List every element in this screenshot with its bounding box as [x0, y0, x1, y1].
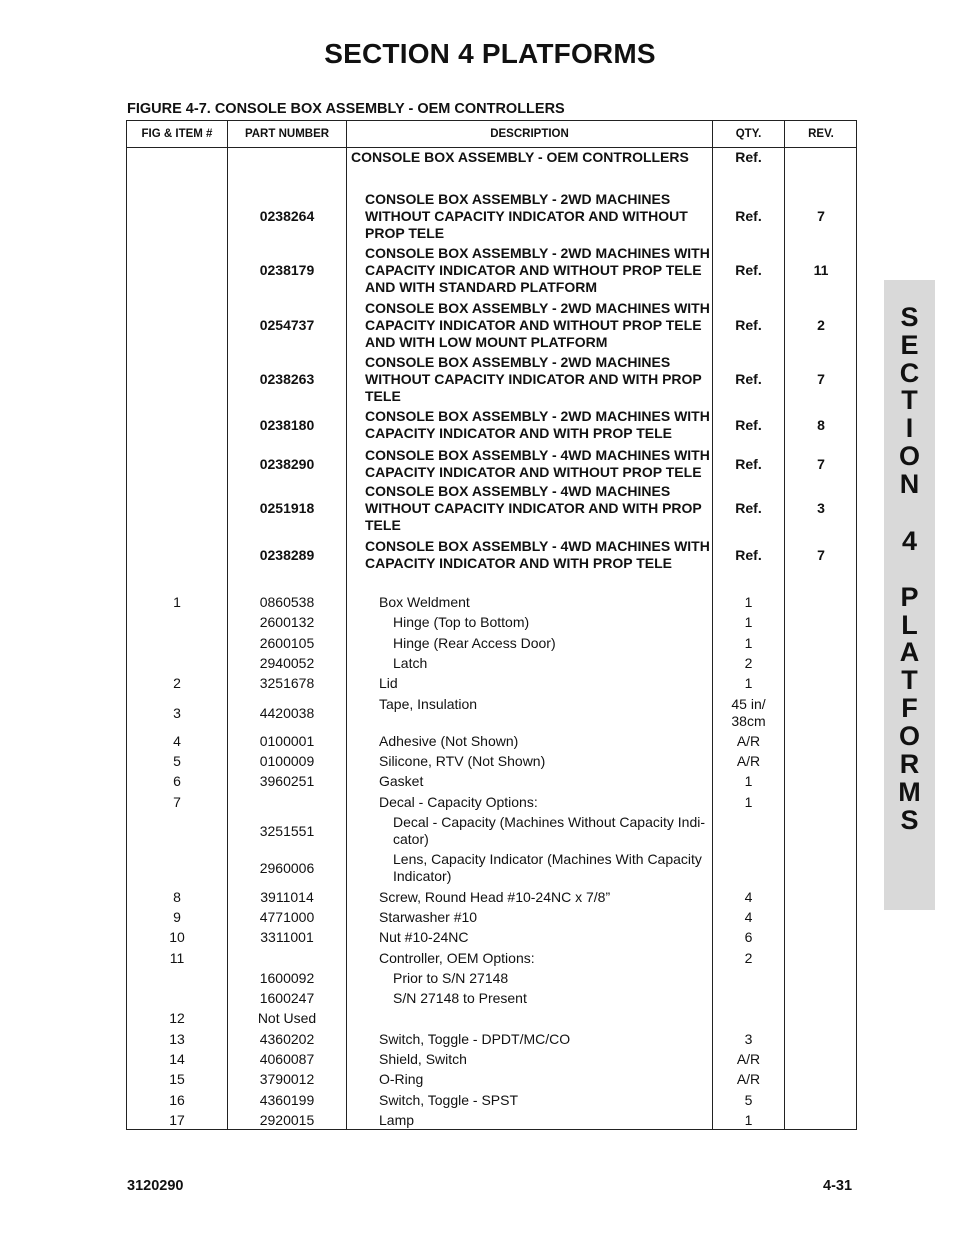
- description-line: Decal - Capacity Options:: [379, 794, 538, 810]
- page-number: 4-31: [823, 1178, 853, 1194]
- qty-line: 45 in/: [731, 696, 766, 712]
- fig-item-cell: 16: [169, 1092, 185, 1108]
- part-number-cell: 3790012: [259, 1071, 315, 1087]
- qty-line: 1: [744, 635, 753, 651]
- qty-line: Ref.: [735, 208, 762, 224]
- side-tab-letter: E: [900, 330, 919, 360]
- fig-item-cell: 11: [169, 950, 185, 966]
- part-number-cell: 0238290: [259, 455, 315, 472]
- side-tab-letter: L: [901, 610, 918, 640]
- description-line: Lens, Capacity Indicator (Machines With Capacity: [393, 851, 702, 867]
- description-line: WITHOUT CAPACITY INDICATOR AND WITH PROP: [365, 500, 702, 516]
- description-line: O-Ring: [379, 1071, 424, 1087]
- qty-line: Ref.: [735, 416, 762, 433]
- description-cell: [365, 538, 725, 572]
- document-number: 3120290: [127, 1178, 184, 1194]
- description-line: Switch, Toggle - DPDT/MC/CO: [379, 1031, 571, 1047]
- part-number-cell: 0238263: [259, 371, 315, 387]
- description-cell: [379, 929, 739, 946]
- description-line: CONSOLE BOX ASSEMBLY - OEM CONTROLLERS: [351, 149, 689, 165]
- description-cell: [365, 483, 725, 534]
- fig-item-cell: 14: [169, 1051, 185, 1067]
- rev-cell: 3: [817, 500, 825, 516]
- description-line: Hinge (Top to Bottom): [393, 614, 530, 630]
- part-number-cell: 2600105: [259, 635, 315, 651]
- qty-line: 1: [744, 675, 753, 691]
- side-tab-letter: T: [901, 385, 918, 415]
- qty-line: 6: [744, 929, 753, 945]
- description-line: Adhesive (Not Shown): [379, 733, 519, 749]
- description-cell: [379, 594, 739, 611]
- section-side-tab: [884, 280, 935, 910]
- fig-item-cell: 7: [173, 794, 181, 810]
- description-cell: [365, 354, 725, 405]
- qty-cell: [713, 1031, 784, 1048]
- description-line: CAPACITY INDICATOR AND WITHOUT PROP TELE: [365, 464, 702, 480]
- description-line: PROP TELE: [365, 225, 445, 241]
- description-line: WITHOUT CAPACITY INDICATOR AND WITH PROP: [365, 371, 702, 387]
- description-cell: [393, 851, 753, 885]
- description-cell: [379, 675, 739, 692]
- description-cell: [393, 970, 753, 987]
- description-line: CONSOLE BOX ASSEMBLY - 2WD MACHINES WITH: [365, 245, 710, 261]
- part-number-cell: 3960251: [259, 773, 315, 789]
- description-line: S/N 27148 to Present: [393, 990, 527, 1006]
- side-tab-letter: F: [901, 693, 918, 723]
- qty-cell: [713, 1071, 784, 1088]
- description-cell: [379, 1071, 739, 1088]
- qty-cell: [713, 1051, 784, 1068]
- side-tab-letter: C: [899, 358, 920, 388]
- qty-line: Ref.: [735, 149, 762, 165]
- qty-line: 3: [744, 1031, 753, 1047]
- qty-cell: [713, 371, 784, 388]
- part-number-cell: 4360199: [259, 1092, 315, 1108]
- description-cell: [365, 300, 725, 351]
- figure-title: FIGURE 4-7. CONSOLE BOX ASSEMBLY - OEM CONTROLLERS: [127, 101, 565, 117]
- part-number-cell: 0238264: [259, 208, 315, 224]
- header-description: DESCRIPTION: [490, 128, 569, 140]
- part-number-cell: 4060087: [259, 1051, 315, 1067]
- qty-line: A/R: [736, 753, 761, 769]
- description-cell: [393, 635, 753, 652]
- qty-cell: [713, 753, 784, 770]
- qty-cell: [713, 950, 784, 967]
- table-body: [127, 121, 856, 1129]
- part-number-cell: 1600092: [259, 970, 315, 986]
- description-cell: [379, 1051, 739, 1068]
- qty-cell: [713, 929, 784, 946]
- description-line: Switch, Toggle - SPST: [379, 1092, 519, 1108]
- qty-cell: [713, 635, 784, 652]
- description-cell: [365, 191, 725, 242]
- qty-line: 2: [744, 655, 753, 671]
- rev-cell: 11: [813, 262, 829, 278]
- description-cell: [393, 814, 753, 848]
- description-line: CAPACITY INDICATOR AND WITH PROP TELE: [365, 425, 672, 441]
- fig-item-cell: 4: [173, 733, 181, 749]
- qty-cell: [713, 794, 784, 811]
- description-line: Tape, Insulation: [379, 696, 478, 712]
- part-number-cell: 0238180: [259, 416, 315, 433]
- rev-cell: 7: [817, 208, 825, 224]
- qty-line: Ref.: [735, 455, 762, 472]
- side-tab-letter: I: [905, 413, 914, 443]
- description-line: Screw, Round Head #10-24NC x 7/8”: [379, 889, 611, 905]
- part-number-cell: 0254737: [259, 317, 315, 333]
- description-cell: [365, 408, 725, 442]
- part-number-cell: 3311001: [260, 929, 314, 945]
- part-number-cell: 3911014: [260, 889, 314, 905]
- qty-cell: [713, 696, 784, 730]
- description-line: CONSOLE BOX ASSEMBLY - 4WD MACHINES WITH: [365, 538, 710, 554]
- part-number-cell: 0100001: [259, 733, 315, 749]
- rev-cell: 7: [817, 371, 825, 387]
- part-number-cell: 0238179: [259, 262, 315, 278]
- qty-line: Ref.: [735, 500, 762, 516]
- qty-line: 1: [744, 794, 753, 810]
- description-line: AND WITH LOW MOUNT PLATFORM: [365, 334, 608, 350]
- description-line: Lid: [379, 675, 398, 691]
- fig-item-cell: 5: [173, 753, 181, 769]
- rev-cell: 7: [817, 455, 825, 472]
- fig-item-cell: 10: [169, 929, 185, 945]
- side-tab-letter: P: [900, 582, 919, 612]
- qty-cell: [713, 1092, 784, 1109]
- description-cell: [365, 447, 725, 481]
- rev-cell: 8: [817, 416, 825, 433]
- side-tab-letter: T: [901, 665, 918, 695]
- description-cell: [379, 696, 739, 713]
- qty-cell: [713, 733, 784, 750]
- qty-line: 1: [744, 773, 753, 789]
- part-number-cell: 2920015: [259, 1112, 315, 1128]
- qty-cell: [713, 262, 784, 279]
- description-line: Silicone, RTV (Not Shown): [379, 753, 546, 769]
- description-line: Controller, OEM Options:: [379, 950, 535, 966]
- qty-line: Ref.: [735, 262, 762, 278]
- description-line: CONSOLE BOX ASSEMBLY - 2WD MACHINES WITH: [365, 300, 710, 316]
- description-line: Lamp: [379, 1112, 415, 1128]
- qty-line: Ref.: [735, 371, 762, 387]
- description-cell: [393, 655, 753, 672]
- fig-item-cell: 8: [173, 889, 181, 905]
- description-line: Prior to S/N 27148: [393, 970, 509, 986]
- part-number-cell: 0251918: [259, 500, 315, 516]
- fig-item-cell: 17: [169, 1112, 185, 1128]
- description-line: AND WITH STANDARD PLATFORM: [365, 279, 598, 295]
- description-line: CONSOLE BOX ASSEMBLY - 2WD MACHINES: [365, 191, 671, 207]
- rev-cell: 7: [817, 546, 825, 563]
- description-cell: [351, 149, 711, 166]
- qty-cell: [713, 594, 784, 611]
- part-number-cell: Not Used: [257, 1010, 317, 1026]
- section-title: SECTION 4 PLATFORMS: [324, 38, 656, 69]
- qty-cell: [713, 547, 784, 564]
- part-number-cell: 0860538: [259, 594, 315, 610]
- description-line: TELE: [365, 388, 401, 404]
- qty-cell: [713, 1112, 784, 1129]
- qty-cell: [713, 456, 784, 473]
- description-cell: [379, 753, 739, 770]
- side-tab-letter: N: [899, 469, 920, 499]
- fig-item-cell: 9: [173, 909, 181, 925]
- description-cell: [379, 1031, 739, 1048]
- description-cell: [379, 1092, 739, 1109]
- qty-cell: [713, 500, 784, 517]
- description-line: CONSOLE BOX ASSEMBLY - 2WD MACHINES WITH: [365, 408, 710, 424]
- fig-item-cell: 15: [169, 1071, 185, 1087]
- description-line: WITHOUT CAPACITY INDICATOR AND WITHOUT: [365, 208, 688, 224]
- description-cell: [379, 889, 739, 906]
- description-cell: [379, 950, 739, 967]
- qty-line: Ref.: [735, 546, 762, 563]
- qty-cell: [713, 149, 784, 166]
- qty-line: 4: [744, 889, 753, 905]
- description-line: Nut #10-24NC: [379, 929, 469, 945]
- side-tab-letter: S: [900, 302, 919, 332]
- fig-item-cell: 12: [169, 1010, 185, 1026]
- rev-cell: 2: [817, 317, 825, 333]
- fig-item-cell: 6: [173, 773, 181, 789]
- description-line: Box Weldment: [379, 594, 470, 610]
- qty-line: 4: [744, 909, 753, 925]
- header-part-number: PART NUMBER: [244, 128, 330, 140]
- part-number-cell: 3251678: [259, 675, 315, 691]
- fig-item-cell: 3: [173, 704, 181, 721]
- header-fig-item: FIG & ITEM #: [141, 128, 213, 140]
- description-line: Latch: [393, 655, 428, 671]
- side-tab-letter: S: [900, 805, 919, 835]
- header-qty: QTY.: [735, 128, 762, 140]
- qty-line: A/R: [736, 1071, 761, 1087]
- qty-line: A/R: [736, 733, 761, 749]
- description-cell: [379, 794, 739, 811]
- qty-line: 2: [744, 950, 753, 966]
- qty-line: 5: [744, 1092, 753, 1108]
- qty-cell: [713, 417, 784, 434]
- fig-item-cell: 13: [169, 1031, 185, 1047]
- qty-cell: [713, 889, 784, 906]
- fig-item-cell: 2: [173, 675, 181, 691]
- side-tab-letter: M: [898, 777, 921, 807]
- side-tab-letter: O: [898, 721, 920, 751]
- description-line: Hinge (Rear Access Door): [393, 635, 556, 651]
- header-rev: REV.: [808, 128, 834, 140]
- parts-table: [126, 120, 857, 1130]
- side-tab-letter: 4: [901, 526, 918, 556]
- qty-line: 1: [744, 1112, 753, 1128]
- description-cell: [379, 773, 739, 790]
- part-number-cell: 2960006: [259, 859, 315, 876]
- side-tab-letter: R: [899, 749, 920, 779]
- side-tab-letter: A: [899, 637, 920, 667]
- description-line: Gasket: [379, 773, 424, 789]
- qty-cell: [713, 317, 784, 334]
- description-line: CAPACITY INDICATOR AND WITHOUT PROP TELE: [365, 262, 702, 278]
- description-line: CAPACITY INDICATOR AND WITH PROP TELE: [365, 555, 672, 571]
- description-line: CAPACITY INDICATOR AND WITHOUT PROP TELE: [365, 317, 702, 333]
- description-line: Starwasher #10: [379, 909, 478, 925]
- part-number-cell: 4771000: [259, 909, 315, 925]
- description-line: cator): [393, 831, 429, 847]
- qty-cell: [713, 655, 784, 672]
- description-cell: [379, 1112, 739, 1129]
- description-line: CONSOLE BOX ASSEMBLY - 4WD MACHINES WITH: [365, 447, 710, 463]
- part-number-cell: 0238289: [259, 546, 315, 563]
- qty-cell: [713, 208, 784, 225]
- part-number-cell: 0100009: [259, 753, 315, 769]
- description-cell: [379, 733, 739, 750]
- description-line: CONSOLE BOX ASSEMBLY - 4WD MACHINES: [365, 483, 671, 499]
- description-line: TELE: [365, 517, 401, 533]
- qty-line: 38cm: [731, 713, 766, 729]
- qty-line: 1: [744, 614, 753, 630]
- qty-line: A/R: [736, 1051, 761, 1067]
- qty-line: Ref.: [735, 317, 762, 333]
- description-cell: [365, 245, 725, 296]
- part-number-cell: 1600247: [259, 990, 315, 1006]
- description-line: CONSOLE BOX ASSEMBLY - 2WD MACHINES: [365, 354, 671, 370]
- description-line: Decal - Capacity (Machines Without Capacity Indi-: [393, 814, 706, 830]
- qty-cell: [713, 675, 784, 692]
- part-number-cell: 4360202: [259, 1031, 315, 1047]
- description-line: Indicator): [393, 868, 452, 884]
- part-number-cell: 4420038: [259, 704, 315, 721]
- description-cell: [393, 614, 753, 631]
- fig-item-cell: 1: [173, 594, 181, 610]
- part-number-cell: 3251551: [259, 822, 315, 839]
- qty-line: 1: [744, 594, 753, 610]
- part-number-cell: 2940052: [259, 655, 315, 671]
- description-cell: [393, 990, 753, 1007]
- description-line: Shield, Switch: [379, 1051, 467, 1067]
- side-tab-letter: O: [898, 441, 920, 471]
- qty-cell: [713, 614, 784, 631]
- part-number-cell: 2600132: [259, 614, 315, 630]
- description-cell: [379, 909, 739, 926]
- qty-cell: [713, 773, 784, 790]
- qty-cell: [713, 909, 784, 926]
